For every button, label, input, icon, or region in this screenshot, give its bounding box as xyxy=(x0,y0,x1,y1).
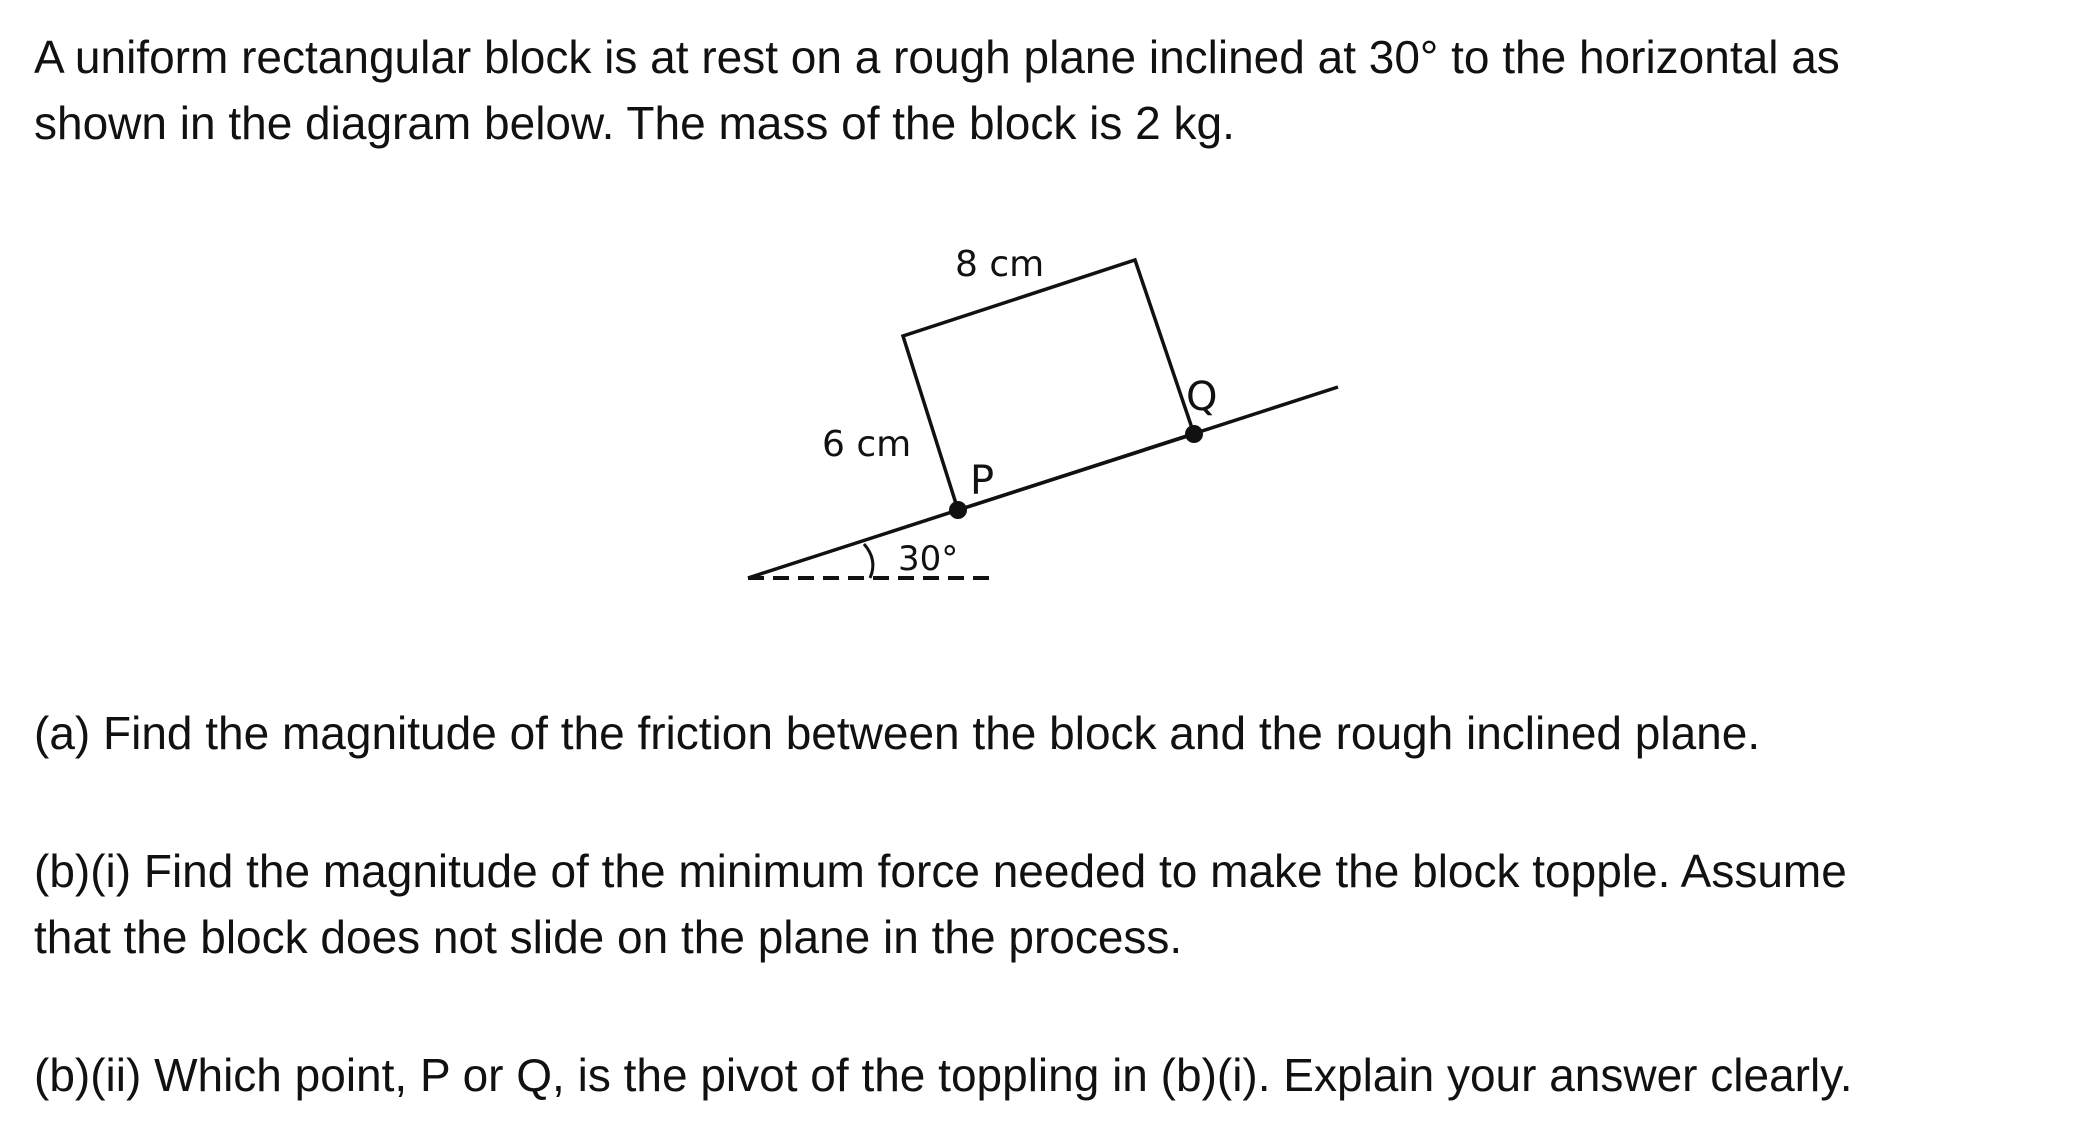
intro-line-2: shown in the diagram below. The mass of the block is 2 kg. xyxy=(34,97,1235,149)
question-b-ii: (b)(ii) Which point, P or Q, is the pivot of the toppling in (b)(i). Explain your answer clearly. xyxy=(34,1049,1853,1101)
side-length-label: 6 cm xyxy=(822,424,912,465)
question-b-i-line-2: that the block does not slide on the plane in the process. xyxy=(34,911,1183,963)
intro-line-1: A uniform rectangular block is at rest on a rough plane inclined at 30° to the horizontal as xyxy=(34,31,1840,83)
point-p-label: P xyxy=(970,458,995,504)
question-b-i-line-1: (b)(i) Find the magnitude of the minimum force needed to make the block topple. Assume xyxy=(34,845,1847,897)
point-q-marker xyxy=(1185,425,1203,443)
top-length-label: 8 cm xyxy=(955,244,1045,285)
question-a: (a) Find the magnitude of the friction between the block and the rough inclined plane. xyxy=(34,707,1761,759)
point-p-marker xyxy=(949,501,967,519)
angle-arc xyxy=(864,544,873,578)
question-b-i xyxy=(34,838,1847,970)
point-q-label: Q xyxy=(1186,374,1218,420)
rectangular-block xyxy=(903,260,1194,510)
angle-label: 30° xyxy=(898,539,959,579)
